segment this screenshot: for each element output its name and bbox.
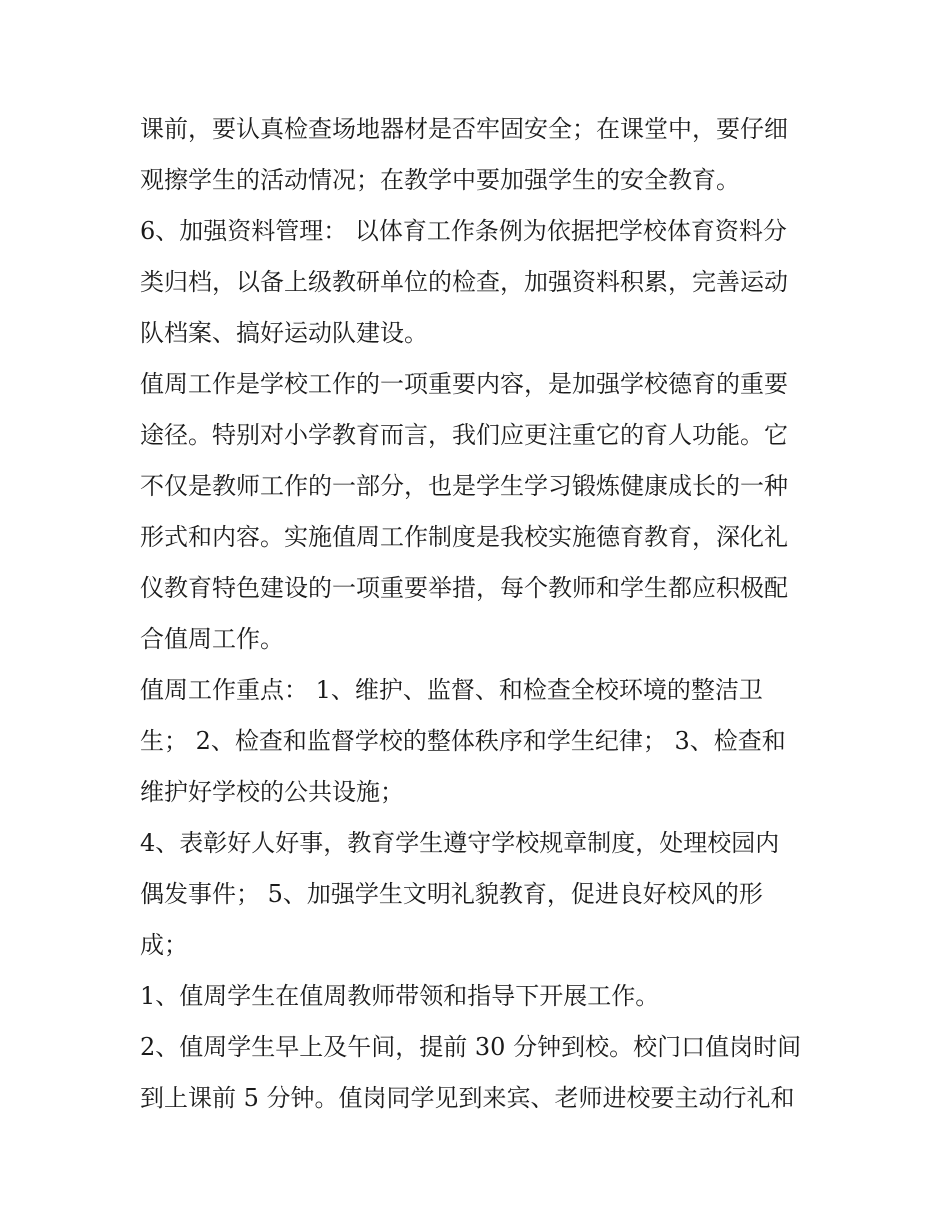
text-line: 值周工作是学校工作的一项重要内容，是加强学校德育的重要 — [140, 370, 788, 398]
text-line: 观擦学生的活动情况；在教学中要加强学生的安全教育。 — [140, 166, 740, 194]
paragraph-data-management — [140, 206, 820, 359]
text-line: 不仅是教师工作的一部分，也是学生学习锻炼健康成长的一种 — [140, 472, 788, 500]
paragraph-duty-intro — [140, 359, 820, 665]
text-line: 6、加强资料管理： 以体育工作条例为依据把学校体育资料分 — [140, 217, 787, 245]
text-line: 成； — [140, 931, 188, 959]
text-line: 到上课前 5 分钟。值岗同学见到来宾、老师进校要主动行礼和 — [140, 1084, 795, 1112]
text-line: 合值周工作。 — [140, 625, 284, 653]
text-line: 课前，要认真检查场地器材是否牢固安全；在课堂中，要仔细 — [140, 115, 788, 143]
paragraph-rule-2 — [140, 1022, 820, 1124]
text-line: 1、值周学生在值周教师带领和指导下开展工作。 — [140, 982, 660, 1010]
text-line: 仪教育特色建设的一项重要举措，每个教师和学生都应积极配 — [140, 574, 788, 602]
paragraph-duty-focus-continued — [140, 818, 820, 971]
text-line: 维护好学校的公共设施； — [140, 778, 404, 806]
text-line: 生； 2、检查和监督学校的整体秩序和学生纪律； 3、检查和 — [140, 727, 786, 755]
paragraph-rule-1 — [140, 971, 820, 1022]
text-line: 类归档，以备上级教研单位的检查，加强资料积累，完善运动 — [140, 268, 788, 296]
text-line: 队档案、搞好运动队建设。 — [140, 319, 428, 347]
text-line: 形式和内容。实施值周工作制度是我校实施德育教育，深化礼 — [140, 523, 788, 551]
text-line: 4、表彰好人好事，教育学生遵守学校规章制度，处理校园内 — [140, 829, 780, 857]
text-line: 途径。特别对小学教育而言，我们应更注重它的育人功能。它 — [140, 421, 788, 449]
paragraph-duty-focus — [140, 665, 820, 818]
document-body — [140, 104, 820, 1124]
text-line: 值周工作重点： 1、维护、监督、和检查全校环境的整洁卫 — [140, 676, 763, 704]
text-line: 2、值周学生早上及午间，提前 30 分钟到校。校门口值岗时间 — [140, 1033, 802, 1061]
paragraph-safety-check — [140, 104, 820, 206]
text-line: 偶发事件； 5、加强学生文明礼貌教育，促进良好校风的形 — [140, 880, 763, 908]
